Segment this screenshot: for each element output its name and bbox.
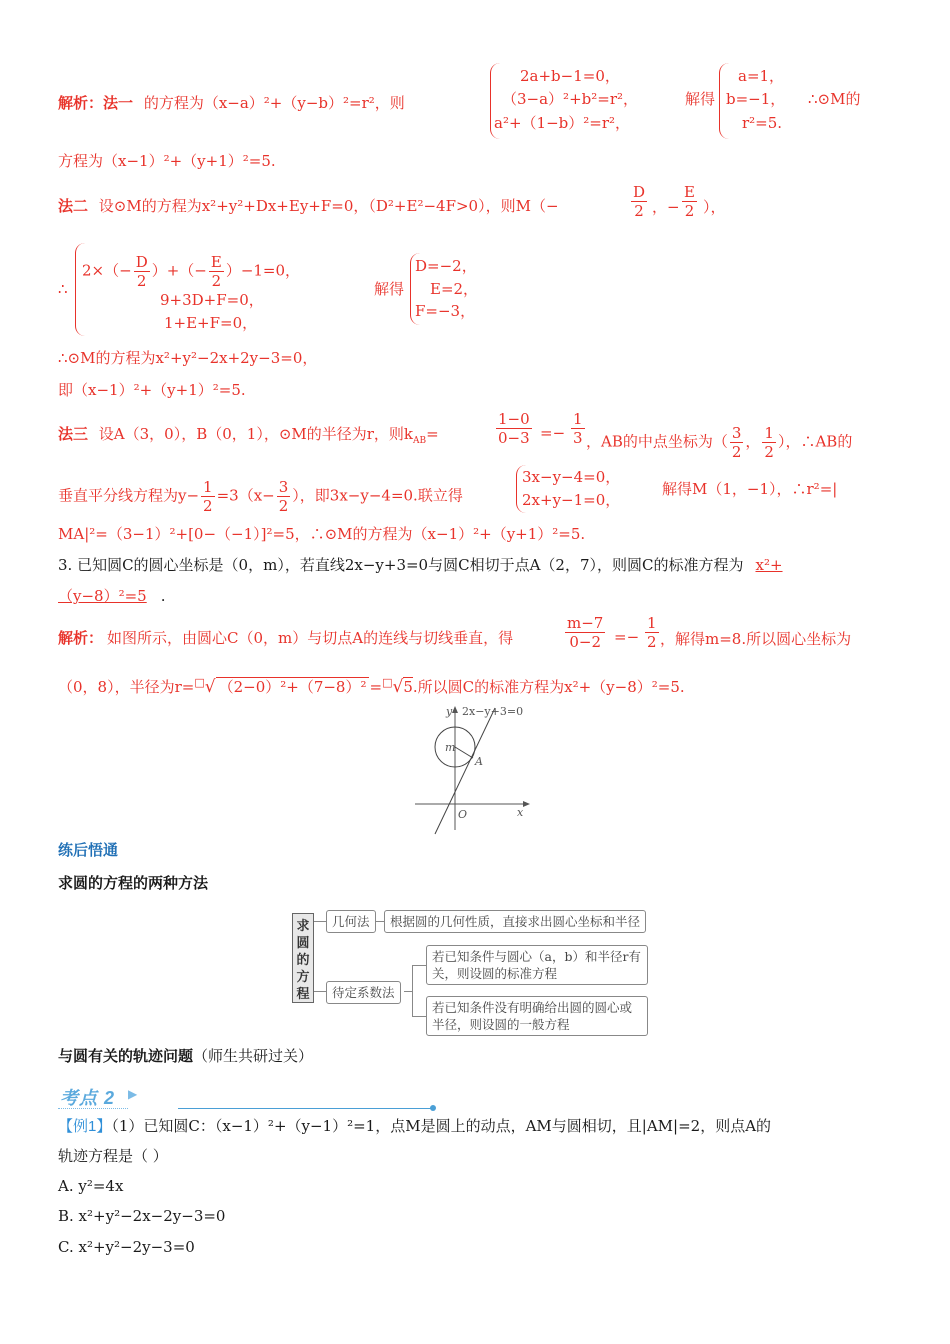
diagram-leaf-standard: 若已知条件与圆心（a，b）和半径r有关，则设圆的标准方程 xyxy=(426,945,648,985)
diagram-leaf-general: 若已知条件没有明确给出圆的圆心或半径，则设圆的一般方程 xyxy=(426,996,648,1036)
kaodian-badge xyxy=(58,1082,438,1112)
origin-label: O xyxy=(458,808,468,821)
analysis-label: 解析： xyxy=(58,95,104,112)
option-b: B. x²+y²−2x−2y−3=0 xyxy=(58,1207,226,1225)
m-label: m xyxy=(445,741,456,754)
slope-equals: =− xyxy=(540,424,566,442)
a-label: A xyxy=(475,755,483,768)
method-two-comma: ，− xyxy=(652,198,680,216)
method-three-solve: 解得M（1，−1），∴r²=| xyxy=(662,480,838,498)
method-two-text: 设⊙M的方程为x²+y²+Dx+Ey+F=0，（D²+E²−4F>0），则M（− xyxy=(98,197,559,215)
system3-eq-2: 2x+y−1=0， xyxy=(522,491,621,509)
system2-eq-2: 9+3D+F=0， xyxy=(160,291,264,309)
question-3-answer-line: （y−8）²=5 . xyxy=(58,587,166,605)
q3-equals: =− xyxy=(614,628,640,646)
option-a: A. y²=4x xyxy=(58,1177,124,1195)
method-one-text: 的方程为（x−a）²+（y−b）²=r²，则 xyxy=(143,94,405,112)
q3-neg-half: $\frac{1}{2}$ xyxy=(647,614,657,651)
solution2-3: F=−3， xyxy=(415,302,476,320)
section-2-title: 与圆有关的轨迹问题 xyxy=(58,1048,194,1065)
diagram-root: 求圆的方程 xyxy=(292,913,314,1003)
answer-part-1: x²+ xyxy=(755,556,783,574)
badge-dot-icon xyxy=(430,1105,436,1111)
method-three-result: MA|²=（3−1）²+[0−（−1）]²=5，∴⊙M的方程为（x−1）²+（y+1）²=5. xyxy=(58,525,586,543)
example-line-2: 轨迹方程是（ ） xyxy=(58,1147,168,1165)
diagram-branch-undetermined: 待定系数法 xyxy=(326,981,401,1004)
practice-title: 练后悟通 xyxy=(58,842,119,859)
y-axis-arrow-icon xyxy=(452,706,458,713)
option-c: C. x²+y²−2y−3=0 xyxy=(58,1238,195,1256)
section-2-heading xyxy=(58,1046,313,1067)
system-eq-3: a²+（1−b）²=r²， xyxy=(494,114,631,132)
line-label: 2x−y+3=0 xyxy=(462,705,524,718)
question-3-text: 3. 已知圆C的圆心坐标是（0，m），若直线2x−y+3=0与圆C相切于点A（2，7），则圆C的标准方程为 x²+ xyxy=(58,556,783,574)
therefore-sign: ∴ xyxy=(58,280,68,298)
method-two-end: ）， xyxy=(703,198,726,216)
system2-eq-1: 2×（− $\frac{D}{2}$ ）+（− $\frac{E}{2}$ ）−1=0， xyxy=(82,253,301,290)
solution2-1: D=−2， xyxy=(415,257,477,275)
badge-rule xyxy=(178,1108,432,1109)
fraction-e: $\frac{E}{2}$ xyxy=(684,183,695,220)
bisector-line: 垂直平分线方程为y− $\frac{1}{2}$ =3（x− $\frac{3}{2}$ ），即3x−y−4=0.联立得 xyxy=(58,478,463,515)
method-two-intro xyxy=(58,196,559,217)
fraction-d: $\frac{D}{2}$ xyxy=(633,183,646,220)
method-two-result-2: 即（x−1）²+（y+1）²=5. xyxy=(58,381,246,399)
method-one-result: 方程为（x−1）²+（y+1）²=5. xyxy=(58,152,276,170)
conclusion-start: ∴⊙M的 xyxy=(808,90,861,108)
solve-label-2: 解得 xyxy=(374,280,405,298)
q3-solution-line-2: （0，8），半径为r=□√ （2−0）²+（7−8）² =□√5.所以圆C的标准方程为x²+（y−8）²=5. xyxy=(58,676,685,697)
method-two-label: 法二 xyxy=(58,198,89,215)
method-two-result-1: ∴⊙M的方程为x²+y²−2x+2y−3=0， xyxy=(58,349,318,367)
practice-subtitle: 求圆的方程的两种方法 xyxy=(58,875,209,892)
solution-1: a=1， xyxy=(738,67,785,85)
section-2-note: （师生共研过关） xyxy=(193,1047,314,1065)
x-axis-arrow-icon xyxy=(523,801,530,807)
system2-eq-3: 1+E+F=0， xyxy=(164,314,258,332)
x-label: x xyxy=(517,806,524,819)
method-three-label: 法三 xyxy=(58,426,89,443)
example-line-1: 【例1】（1）已知圆C：（x−1）²+（y−1）²=1，点M是圆上的动点，AM与圆相切，且|AM|=2，则点A的 xyxy=(58,1117,772,1135)
diagram-geometry-desc: 根据圆的几何性质，直接求出圆心坐标和半径 xyxy=(384,910,646,933)
solution-2: b=−1， xyxy=(726,90,786,108)
slope-fraction: $\frac{1-0}{0-3}$ xyxy=(498,410,530,447)
method-one-label: 法一 xyxy=(103,95,134,112)
badge-label: 考点 2 xyxy=(60,1088,116,1108)
method-three-intro: 法三 设A（3，0），B（0，1），⊙M的半径为r，则$k_{AB}=$ xyxy=(58,425,439,446)
slope-value: $\frac{1}{3}$ xyxy=(573,410,583,447)
diagram-branch-geometry: 几何法 xyxy=(326,910,376,933)
system-eq-2: （3−a）²+b²=r²， xyxy=(502,90,639,108)
q3-solution-line-1: 解析： 如图所示，由圆心C（0，m）与切点A的连线与切线垂直，得 xyxy=(58,629,514,647)
q3-slope-fraction: $\frac{m-7}{0-2}$ xyxy=(567,614,604,651)
example-tag: 【例1】 xyxy=(58,1118,112,1135)
y-label: y xyxy=(446,705,453,718)
solution-3: r²=5. xyxy=(742,114,783,132)
method-one-intro xyxy=(58,93,405,114)
answer-part-2: （y−8）²=5 xyxy=(58,587,147,605)
solve-label: 解得 xyxy=(685,90,716,108)
tangent-figure xyxy=(400,700,550,838)
system-eq-1: 2a+b−1=0， xyxy=(520,67,620,85)
radius-ca xyxy=(455,747,473,758)
q3-center: ，解得m=8.所以圆心坐标为 xyxy=(660,630,852,648)
badge-arrow-icon: ▶ xyxy=(128,1087,138,1101)
midpoint-text: ，AB的中点坐标为（ $\frac{3}{2}$ ， $\frac{1}{2}$ ），∴AB的 xyxy=(586,424,853,461)
system3-eq-1: 3x−y−4=0， xyxy=(522,468,621,486)
solution2-2: E=2， xyxy=(430,280,479,298)
